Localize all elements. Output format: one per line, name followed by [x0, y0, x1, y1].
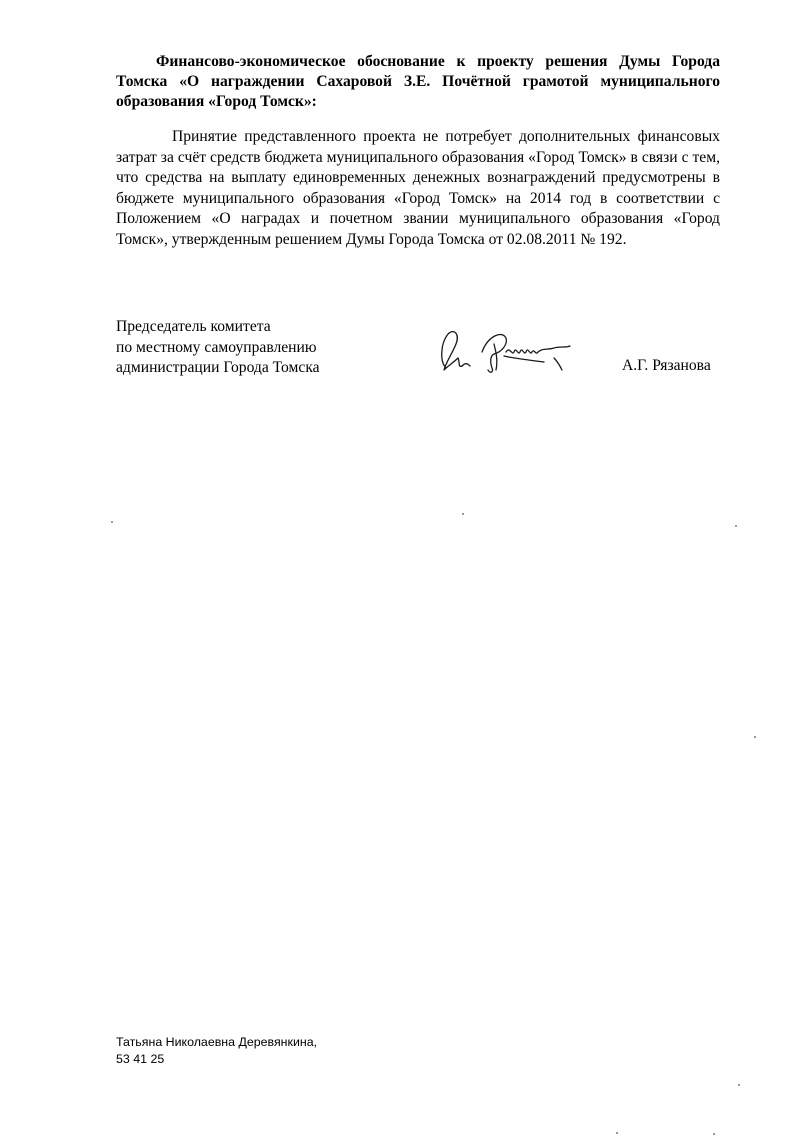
handwritten-signature	[432, 322, 572, 382]
executor-phone: 53 41 25	[116, 1052, 165, 1066]
scan-speck	[616, 1132, 618, 1134]
document-title: Финансово-экономическое обоснование к проекту решения Думы Города Томска «О награждении Сахаровой З.Е. Почётной грамотой муниципального образования «Город Томск»:	[116, 53, 720, 110]
signatory-position	[116, 317, 320, 379]
scan-speck	[754, 736, 756, 738]
executor-contact	[116, 1034, 317, 1068]
executor-name: Татьяна Николаевна Деревянкина,	[116, 1035, 318, 1049]
scan-speck	[111, 521, 113, 523]
scan-speck	[738, 1084, 740, 1086]
signatory-position-line: по местному самоуправлению	[116, 338, 317, 356]
signatory-position-line: администрации Города Томска	[116, 359, 320, 376]
signatory-position-line: Председатель комитета	[116, 318, 271, 335]
scan-speck	[462, 513, 464, 515]
scan-speck	[713, 1133, 715, 1135]
signatory-name: А.Г. Рязанова	[622, 357, 711, 374]
scan-speck	[735, 525, 737, 527]
body-paragraph: Принятие представленного проекта не потребует дополнительных финансовых затрат за счёт средств бюджета муниципального образования «Город Томск» в связи с тем, что средства на выплату единовременных денежных вознаграждений предусмотрены в бюджете муниципального образования «Город Томск» на 2014 год в соответствии с Положением «О наградах и почетном звании муниципального образования «Город Томск», утвержденным решением Думы Города Томска от 02.08.2011 № 192.	[116, 128, 720, 248]
